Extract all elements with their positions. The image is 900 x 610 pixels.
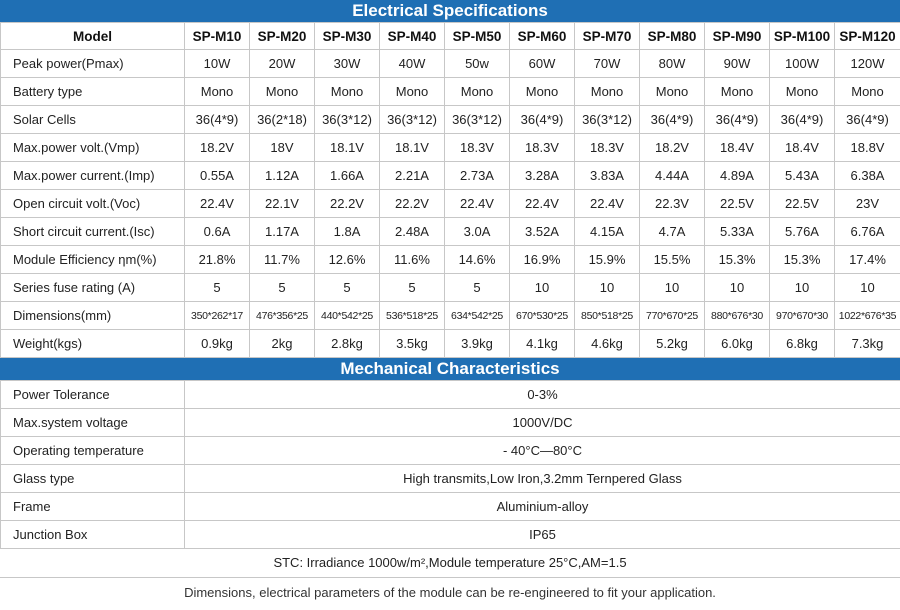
- spec-cell: 3.0A: [445, 218, 510, 246]
- spec-cell: 22.4V: [575, 190, 640, 218]
- spec-cell: 2.73A: [445, 162, 510, 190]
- spec-cell: Mono: [510, 78, 575, 106]
- spec-cell: 6.38A: [835, 162, 900, 190]
- spec-cell: 60W: [510, 50, 575, 78]
- model-column-header: SP-M60: [510, 23, 575, 50]
- spec-cell: 5.43A: [770, 162, 835, 190]
- spec-cell: 90W: [705, 50, 770, 78]
- spec-cell: 18.1V: [315, 134, 380, 162]
- spec-cell: 1.8A: [315, 218, 380, 246]
- spec-cell: 36(3*12): [575, 106, 640, 134]
- spec-cell: 18.3V: [575, 134, 640, 162]
- row-value: 0-3%: [185, 381, 900, 409]
- mechanical-row: [1, 465, 900, 493]
- spec-cell: 18.3V: [445, 134, 510, 162]
- electrical-row: [1, 162, 900, 190]
- spec-cell: 22.2V: [315, 190, 380, 218]
- row-label: Dimensions(mm): [1, 302, 185, 330]
- row-label: Glass type: [1, 465, 185, 493]
- spec-cell: 11.6%: [380, 246, 445, 274]
- row-value: High transmits,Low Iron,3.2mm Ternpered Glass: [185, 465, 900, 493]
- spec-cell: 0.6A: [185, 218, 250, 246]
- model-column-header: SP-M70: [575, 23, 640, 50]
- electrical-row: [1, 330, 900, 358]
- spec-cell: 4.89A: [705, 162, 770, 190]
- spec-cell: 10: [510, 274, 575, 302]
- row-label: Max.power current.(Imp): [1, 162, 185, 190]
- row-label: Short circuit current.(Isc): [1, 218, 185, 246]
- spec-cell: 4.15A: [575, 218, 640, 246]
- spec-cell: 880*676*30: [705, 302, 770, 330]
- spec-cell: 36(2*18): [250, 106, 315, 134]
- spec-cell: 70W: [575, 50, 640, 78]
- electrical-header-row: [1, 23, 900, 50]
- row-value: Aluminium-alloy: [185, 493, 900, 521]
- spec-cell: Mono: [835, 78, 900, 106]
- spec-cell: 18.2V: [185, 134, 250, 162]
- spec-cell: 15.3%: [770, 246, 835, 274]
- spec-cell: 36(3*12): [445, 106, 510, 134]
- model-column-header: SP-M40: [380, 23, 445, 50]
- spec-cell: 2.8kg: [315, 330, 380, 358]
- spec-cell: 1.17A: [250, 218, 315, 246]
- spec-cell: 10: [640, 274, 705, 302]
- spec-cell: 5: [445, 274, 510, 302]
- row-label: Module Efficiency ηm(%): [1, 246, 185, 274]
- spec-cell: 10: [705, 274, 770, 302]
- spec-cell: 16.9%: [510, 246, 575, 274]
- spec-cell: Mono: [185, 78, 250, 106]
- model-header: Model: [1, 23, 185, 50]
- row-label: Solar Cells: [1, 106, 185, 134]
- spec-cell: 10W: [185, 50, 250, 78]
- spec-cell: 23V: [835, 190, 900, 218]
- spec-cell: 634*542*25: [445, 302, 510, 330]
- spec-cell: 1.12A: [250, 162, 315, 190]
- spec-cell: 1.66A: [315, 162, 380, 190]
- mechanical-row: [1, 409, 900, 437]
- spec-cell: 18.4V: [770, 134, 835, 162]
- mechanical-table: [0, 380, 900, 549]
- spec-cell: Mono: [315, 78, 380, 106]
- spec-cell: 10: [770, 274, 835, 302]
- model-column-header: SP-M50: [445, 23, 510, 50]
- spec-cell: 2.48A: [380, 218, 445, 246]
- mechanical-row: [1, 493, 900, 521]
- spec-cell: 10: [575, 274, 640, 302]
- spec-cell: Mono: [380, 78, 445, 106]
- row-label: Max.system voltage: [1, 409, 185, 437]
- electrical-row: [1, 274, 900, 302]
- mechanical-row: [1, 437, 900, 465]
- spec-cell: 4.6kg: [575, 330, 640, 358]
- spec-cell: 21.8%: [185, 246, 250, 274]
- spec-cell: 770*670*25: [640, 302, 705, 330]
- electrical-row: [1, 50, 900, 78]
- spec-cell: 3.28A: [510, 162, 575, 190]
- row-label: Series fuse rating (A): [1, 274, 185, 302]
- row-value: - 40°C—80°C: [185, 437, 900, 465]
- spec-cell: 18.1V: [380, 134, 445, 162]
- spec-cell: Mono: [640, 78, 705, 106]
- spec-cell: 970*670*30: [770, 302, 835, 330]
- spec-cell: Mono: [445, 78, 510, 106]
- spec-cell: 22.1V: [250, 190, 315, 218]
- spec-cell: 3.83A: [575, 162, 640, 190]
- model-column-header: SP-M20: [250, 23, 315, 50]
- row-label: Max.power volt.(Vmp): [1, 134, 185, 162]
- spec-cell: 18.4V: [705, 134, 770, 162]
- spec-cell: 15.9%: [575, 246, 640, 274]
- spec-cell: 100W: [770, 50, 835, 78]
- spec-cell: 22.5V: [705, 190, 770, 218]
- spec-cell: 2kg: [250, 330, 315, 358]
- spec-cell: 22.4V: [445, 190, 510, 218]
- row-label: Open circuit volt.(Voc): [1, 190, 185, 218]
- spec-cell: 36(3*12): [315, 106, 380, 134]
- spec-cell: 670*530*25: [510, 302, 575, 330]
- row-label: Operating temperature: [1, 437, 185, 465]
- spec-cell: 6.76A: [835, 218, 900, 246]
- spec-cell: 14.6%: [445, 246, 510, 274]
- model-column-header: SP-M100: [770, 23, 835, 50]
- electrical-row: [1, 218, 900, 246]
- row-value: IP65: [185, 521, 900, 549]
- stc-note: STC: Irradiance 1000w/m²,Module temperature 25°C,AM=1.5: [0, 549, 900, 578]
- spec-cell: 350*262*17: [185, 302, 250, 330]
- spec-cell: 0.55A: [185, 162, 250, 190]
- spec-cell: 80W: [640, 50, 705, 78]
- spec-cell: 36(4*9): [640, 106, 705, 134]
- spec-cell: 15.5%: [640, 246, 705, 274]
- spec-cell: 30W: [315, 50, 380, 78]
- electrical-title: Electrical Specifications: [0, 0, 900, 22]
- spec-cell: 0.9kg: [185, 330, 250, 358]
- spec-cell: 50w: [445, 50, 510, 78]
- footer-note: Dimensions, electrical parameters of the module can be re-engineered to fit your application.: [184, 585, 716, 600]
- electrical-row: [1, 134, 900, 162]
- spec-cell: 18.3V: [510, 134, 575, 162]
- spec-cell: 4.44A: [640, 162, 705, 190]
- spec-cell: 12.6%: [315, 246, 380, 274]
- spec-cell: 6.0kg: [705, 330, 770, 358]
- model-column-header: SP-M90: [705, 23, 770, 50]
- spec-cell: 7.3kg: [835, 330, 900, 358]
- model-column-header: SP-M10: [185, 23, 250, 50]
- spec-cell: 18.8V: [835, 134, 900, 162]
- row-label: Weight(kgs): [1, 330, 185, 358]
- spec-cell: 36(4*9): [510, 106, 575, 134]
- spec-cell: 3.9kg: [445, 330, 510, 358]
- spec-cell: 5.2kg: [640, 330, 705, 358]
- spec-cell: 3.5kg: [380, 330, 445, 358]
- row-label: Frame: [1, 493, 185, 521]
- spec-cell: 4.7A: [640, 218, 705, 246]
- spec-cell: 5: [185, 274, 250, 302]
- spec-cell: 40W: [380, 50, 445, 78]
- row-label: Power Tolerance: [1, 381, 185, 409]
- spec-cell: 20W: [250, 50, 315, 78]
- spec-cell: 11.7%: [250, 246, 315, 274]
- spec-cell: 5: [250, 274, 315, 302]
- spec-cell: 5: [380, 274, 445, 302]
- spec-cell: 5: [315, 274, 380, 302]
- spec-cell: 4.1kg: [510, 330, 575, 358]
- electrical-row: [1, 190, 900, 218]
- row-label: Battery type: [1, 78, 185, 106]
- spec-cell: 2.21A: [380, 162, 445, 190]
- spec-cell: 22.3V: [640, 190, 705, 218]
- mechanical-row: [1, 521, 900, 549]
- spec-cell: 36(4*9): [185, 106, 250, 134]
- model-column-header: SP-M120: [835, 23, 900, 50]
- spec-cell: 17.4%: [835, 246, 900, 274]
- spec-cell: 36(3*12): [380, 106, 445, 134]
- spec-cell: Mono: [575, 78, 640, 106]
- spec-cell: 36(4*9): [835, 106, 900, 134]
- model-column-header: SP-M80: [640, 23, 705, 50]
- spec-cell: 850*518*25: [575, 302, 640, 330]
- spec-cell: 18V: [250, 134, 315, 162]
- spec-cell: 440*542*25: [315, 302, 380, 330]
- electrical-table: [0, 22, 900, 358]
- spec-cell: 5.76A: [770, 218, 835, 246]
- spec-cell: 536*518*25: [380, 302, 445, 330]
- spec-cell: 10: [835, 274, 900, 302]
- spec-cell: 6.8kg: [770, 330, 835, 358]
- spec-cell: Mono: [770, 78, 835, 106]
- model-column-header: SP-M30: [315, 23, 380, 50]
- row-label: Peak power(Pmax): [1, 50, 185, 78]
- spec-cell: 36(4*9): [770, 106, 835, 134]
- spec-cell: Mono: [705, 78, 770, 106]
- spec-cell: Mono: [250, 78, 315, 106]
- spec-cell: 120W: [835, 50, 900, 78]
- row-label: Junction Box: [1, 521, 185, 549]
- spec-cell: 22.5V: [770, 190, 835, 218]
- spec-cell: 476*356*25: [250, 302, 315, 330]
- spec-cell: 18.2V: [640, 134, 705, 162]
- electrical-row: [1, 302, 900, 330]
- spec-cell: 1022*676*35: [835, 302, 900, 330]
- electrical-row: [1, 78, 900, 106]
- spec-cell: 22.4V: [510, 190, 575, 218]
- spec-cell: 22.2V: [380, 190, 445, 218]
- mechanical-row: [1, 381, 900, 409]
- electrical-row: [1, 246, 900, 274]
- spec-cell: 22.4V: [185, 190, 250, 218]
- spec-cell: 3.52A: [510, 218, 575, 246]
- row-value: 1000V/DC: [185, 409, 900, 437]
- electrical-row: [1, 106, 900, 134]
- mechanical-title: Mechanical Characteristics: [0, 358, 900, 380]
- spec-cell: 36(4*9): [705, 106, 770, 134]
- spec-cell: 5.33A: [705, 218, 770, 246]
- spec-cell: 15.3%: [705, 246, 770, 274]
